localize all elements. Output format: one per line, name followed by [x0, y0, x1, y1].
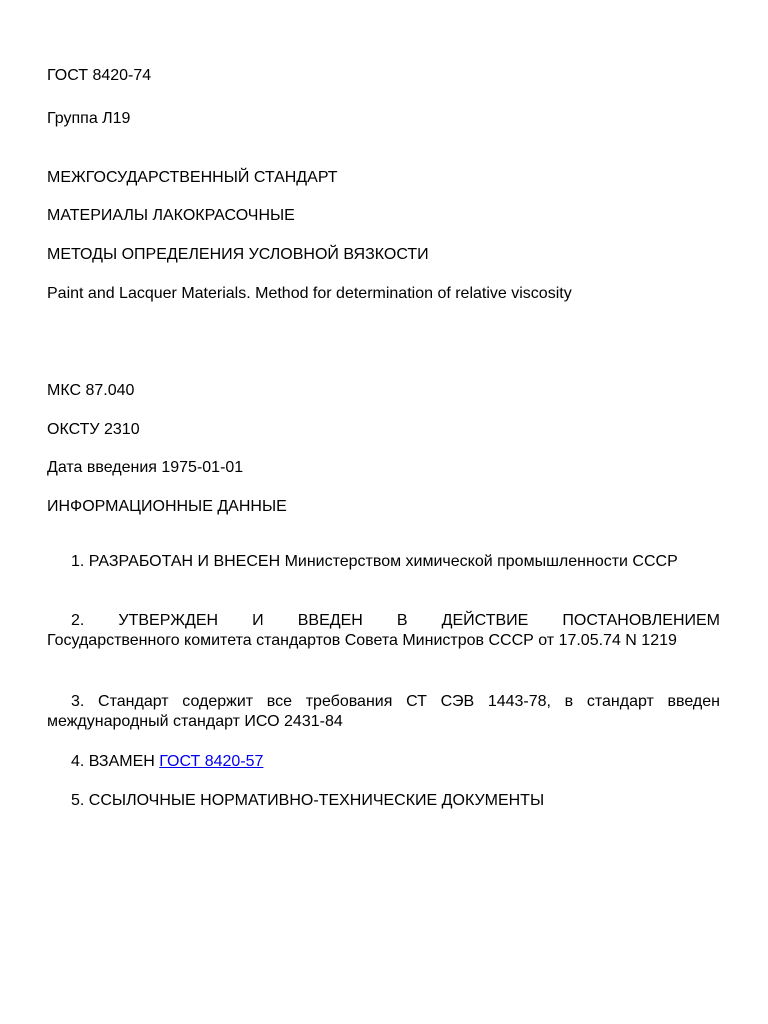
standard-subject: МАТЕРИАЛЫ ЛАКОКРАСОЧНЫЕ — [47, 207, 295, 224]
info-item-2-rest: Государственного комитета стандартов Совета Министров СССР от 17.05.74 N 1219 — [47, 632, 677, 649]
info-item-4-prefix: 4. ВЗАМЕН — [71, 753, 160, 770]
okstu-code: ОКСТУ 2310 — [47, 421, 140, 438]
info-heading: ИНФОРМАЦИОННЫЕ ДАННЫЕ — [47, 498, 287, 515]
info-item-2-first-line: 2. УТВЕРЖДЕН И ВВЕДЕН В ДЕЙСТВИЕ ПОСТАНОВЛЕНИЕМ — [71, 612, 720, 629]
introduction-date: Дата введения 1975-01-01 — [47, 459, 244, 476]
standard-number: ГОСТ 8420-74 — [47, 67, 152, 84]
standard-category: МЕЖГОСУДАРСТВЕННЫЙ СТАНДАРТ — [47, 169, 338, 186]
gost-8420-57-link[interactable]: ГОСТ 8420-57 — [159, 753, 264, 770]
info-item-1: 1. РАЗРАБОТАН И ВНЕСЕН Министерством химической промышленности СССР — [71, 553, 678, 570]
group-label: Группа Л19 — [47, 110, 131, 127]
info-item-3: 3. Стандарт содержит все требования СТ СЭВ 1443-78, в стандарт введен международный стандарт ИСО 2431-84 — [47, 693, 720, 730]
info-item-2 — [47, 611, 720, 651]
info-item-5: 5. ССЫЛОЧНЫЕ НОРМАТИВНО-ТЕХНИЧЕСКИЕ ДОКУМЕНТЫ — [71, 792, 545, 809]
mks-code: МКС 87.040 — [47, 382, 135, 399]
info-item-4 — [71, 752, 263, 772]
english-title: Paint and Lacquer Materials. Method for determination of relative viscosity — [47, 285, 572, 302]
standard-method-title: МЕТОДЫ ОПРЕДЕЛЕНИЯ УСЛОВНОЙ ВЯЗКОСТИ — [47, 246, 429, 263]
